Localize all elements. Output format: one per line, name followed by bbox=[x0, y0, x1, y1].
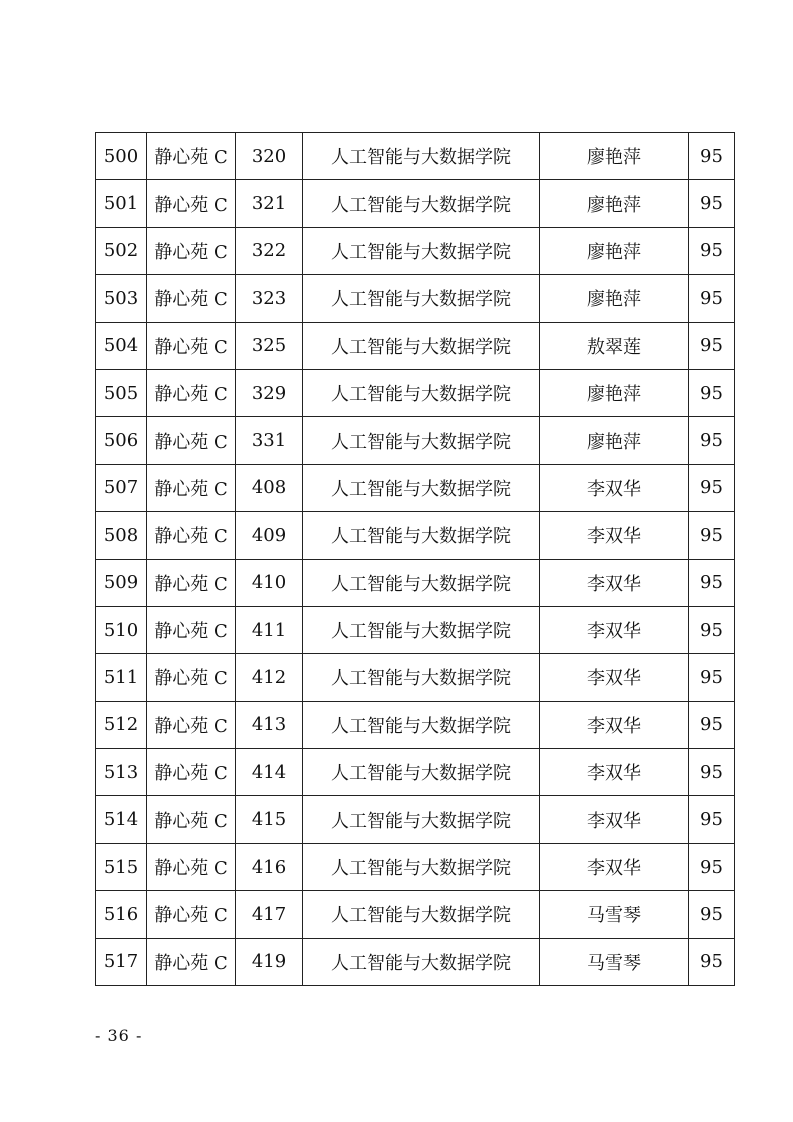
room-cell: 415 bbox=[236, 796, 303, 843]
room-cell: 414 bbox=[236, 749, 303, 796]
score-cell: 95 bbox=[689, 369, 735, 416]
person-cell: 李双华 bbox=[540, 464, 689, 511]
score-cell: 95 bbox=[689, 512, 735, 559]
building-cell: 静心苑 C bbox=[147, 369, 236, 416]
building-cell: 静心苑 C bbox=[147, 322, 236, 369]
room-cell: 321 bbox=[236, 180, 303, 227]
college-cell: 人工智能与大数据学院 bbox=[303, 512, 540, 559]
college-cell: 人工智能与大数据学院 bbox=[303, 654, 540, 701]
building-cell: 静心苑 C bbox=[147, 133, 236, 180]
building-cell: 静心苑 C bbox=[147, 938, 236, 985]
building-cell: 静心苑 C bbox=[147, 606, 236, 653]
person-cell: 李双华 bbox=[540, 559, 689, 606]
row-number-cell: 514 bbox=[96, 796, 147, 843]
building-cell: 静心苑 C bbox=[147, 891, 236, 938]
person-cell: 廖艳萍 bbox=[540, 417, 689, 464]
score-cell: 95 bbox=[689, 464, 735, 511]
person-cell: 马雪琴 bbox=[540, 938, 689, 985]
room-cell: 331 bbox=[236, 417, 303, 464]
table-row bbox=[96, 369, 735, 416]
score-cell: 95 bbox=[689, 559, 735, 606]
score-cell: 95 bbox=[689, 417, 735, 464]
person-cell: 李双华 bbox=[540, 606, 689, 653]
building-cell: 静心苑 C bbox=[147, 275, 236, 322]
row-number-cell: 503 bbox=[96, 275, 147, 322]
table-row bbox=[96, 180, 735, 227]
college-cell: 人工智能与大数据学院 bbox=[303, 180, 540, 227]
college-cell: 人工智能与大数据学院 bbox=[303, 559, 540, 606]
table-row bbox=[96, 843, 735, 890]
room-cell: 416 bbox=[236, 843, 303, 890]
room-cell: 410 bbox=[236, 559, 303, 606]
building-cell: 静心苑 C bbox=[147, 701, 236, 748]
score-cell: 95 bbox=[689, 891, 735, 938]
row-number-cell: 507 bbox=[96, 464, 147, 511]
college-cell: 人工智能与大数据学院 bbox=[303, 133, 540, 180]
score-cell: 95 bbox=[689, 275, 735, 322]
college-cell: 人工智能与大数据学院 bbox=[303, 749, 540, 796]
room-cell: 323 bbox=[236, 275, 303, 322]
row-number-cell: 509 bbox=[96, 559, 147, 606]
page-number: - 36 - bbox=[95, 1026, 143, 1045]
building-cell: 静心苑 C bbox=[147, 417, 236, 464]
room-cell: 411 bbox=[236, 606, 303, 653]
room-cell: 409 bbox=[236, 512, 303, 559]
person-cell: 李双华 bbox=[540, 512, 689, 559]
table-row bbox=[96, 322, 735, 369]
row-number-cell: 511 bbox=[96, 654, 147, 701]
person-cell: 敖翠莲 bbox=[540, 322, 689, 369]
table-body bbox=[96, 133, 735, 986]
person-cell: 李双华 bbox=[540, 654, 689, 701]
building-cell: 静心苑 C bbox=[147, 843, 236, 890]
college-cell: 人工智能与大数据学院 bbox=[303, 891, 540, 938]
row-number-cell: 506 bbox=[96, 417, 147, 464]
score-cell: 95 bbox=[689, 227, 735, 274]
person-cell: 廖艳萍 bbox=[540, 227, 689, 274]
score-cell: 95 bbox=[689, 749, 735, 796]
score-cell: 95 bbox=[689, 322, 735, 369]
person-cell: 马雪琴 bbox=[540, 891, 689, 938]
person-cell: 李双华 bbox=[540, 843, 689, 890]
score-cell: 95 bbox=[689, 701, 735, 748]
college-cell: 人工智能与大数据学院 bbox=[303, 701, 540, 748]
row-number-cell: 504 bbox=[96, 322, 147, 369]
person-cell: 李双华 bbox=[540, 701, 689, 748]
room-cell: 320 bbox=[236, 133, 303, 180]
score-cell: 95 bbox=[689, 606, 735, 653]
score-cell: 95 bbox=[689, 654, 735, 701]
person-cell: 廖艳萍 bbox=[540, 133, 689, 180]
room-cell: 417 bbox=[236, 891, 303, 938]
building-cell: 静心苑 C bbox=[147, 654, 236, 701]
row-number-cell: 510 bbox=[96, 606, 147, 653]
table-row bbox=[96, 654, 735, 701]
person-cell: 廖艳萍 bbox=[540, 369, 689, 416]
college-cell: 人工智能与大数据学院 bbox=[303, 369, 540, 416]
table-row bbox=[96, 559, 735, 606]
score-cell: 95 bbox=[689, 796, 735, 843]
table-row bbox=[96, 938, 735, 985]
person-cell: 廖艳萍 bbox=[540, 275, 689, 322]
building-cell: 静心苑 C bbox=[147, 512, 236, 559]
table-row bbox=[96, 701, 735, 748]
room-cell: 408 bbox=[236, 464, 303, 511]
person-cell: 李双华 bbox=[540, 796, 689, 843]
college-cell: 人工智能与大数据学院 bbox=[303, 464, 540, 511]
room-cell: 412 bbox=[236, 654, 303, 701]
table-row bbox=[96, 227, 735, 274]
college-cell: 人工智能与大数据学院 bbox=[303, 322, 540, 369]
score-cell: 95 bbox=[689, 843, 735, 890]
college-cell: 人工智能与大数据学院 bbox=[303, 227, 540, 274]
building-cell: 静心苑 C bbox=[147, 464, 236, 511]
college-cell: 人工智能与大数据学院 bbox=[303, 417, 540, 464]
room-cell: 325 bbox=[236, 322, 303, 369]
table-row bbox=[96, 512, 735, 559]
college-cell: 人工智能与大数据学院 bbox=[303, 606, 540, 653]
row-number-cell: 502 bbox=[96, 227, 147, 274]
room-cell: 419 bbox=[236, 938, 303, 985]
table-row bbox=[96, 891, 735, 938]
table-row bbox=[96, 464, 735, 511]
row-number-cell: 501 bbox=[96, 180, 147, 227]
score-cell: 95 bbox=[689, 938, 735, 985]
college-cell: 人工智能与大数据学院 bbox=[303, 275, 540, 322]
table-row bbox=[96, 133, 735, 180]
building-cell: 静心苑 C bbox=[147, 227, 236, 274]
table-row bbox=[96, 749, 735, 796]
row-number-cell: 517 bbox=[96, 938, 147, 985]
room-cell: 329 bbox=[236, 369, 303, 416]
table-row bbox=[96, 275, 735, 322]
row-number-cell: 508 bbox=[96, 512, 147, 559]
row-number-cell: 516 bbox=[96, 891, 147, 938]
college-cell: 人工智能与大数据学院 bbox=[303, 796, 540, 843]
row-number-cell: 505 bbox=[96, 369, 147, 416]
score-cell: 95 bbox=[689, 180, 735, 227]
score-cell: 95 bbox=[689, 133, 735, 180]
building-cell: 静心苑 C bbox=[147, 796, 236, 843]
dormitory-table bbox=[95, 132, 735, 986]
college-cell: 人工智能与大数据学院 bbox=[303, 938, 540, 985]
building-cell: 静心苑 C bbox=[147, 749, 236, 796]
college-cell: 人工智能与大数据学院 bbox=[303, 843, 540, 890]
person-cell: 廖艳萍 bbox=[540, 180, 689, 227]
table-row bbox=[96, 606, 735, 653]
table-row bbox=[96, 417, 735, 464]
room-cell: 322 bbox=[236, 227, 303, 274]
row-number-cell: 500 bbox=[96, 133, 147, 180]
person-cell: 李双华 bbox=[540, 749, 689, 796]
row-number-cell: 513 bbox=[96, 749, 147, 796]
building-cell: 静心苑 C bbox=[147, 559, 236, 606]
table-row bbox=[96, 796, 735, 843]
row-number-cell: 512 bbox=[96, 701, 147, 748]
building-cell: 静心苑 C bbox=[147, 180, 236, 227]
row-number-cell: 515 bbox=[96, 843, 147, 890]
room-cell: 413 bbox=[236, 701, 303, 748]
